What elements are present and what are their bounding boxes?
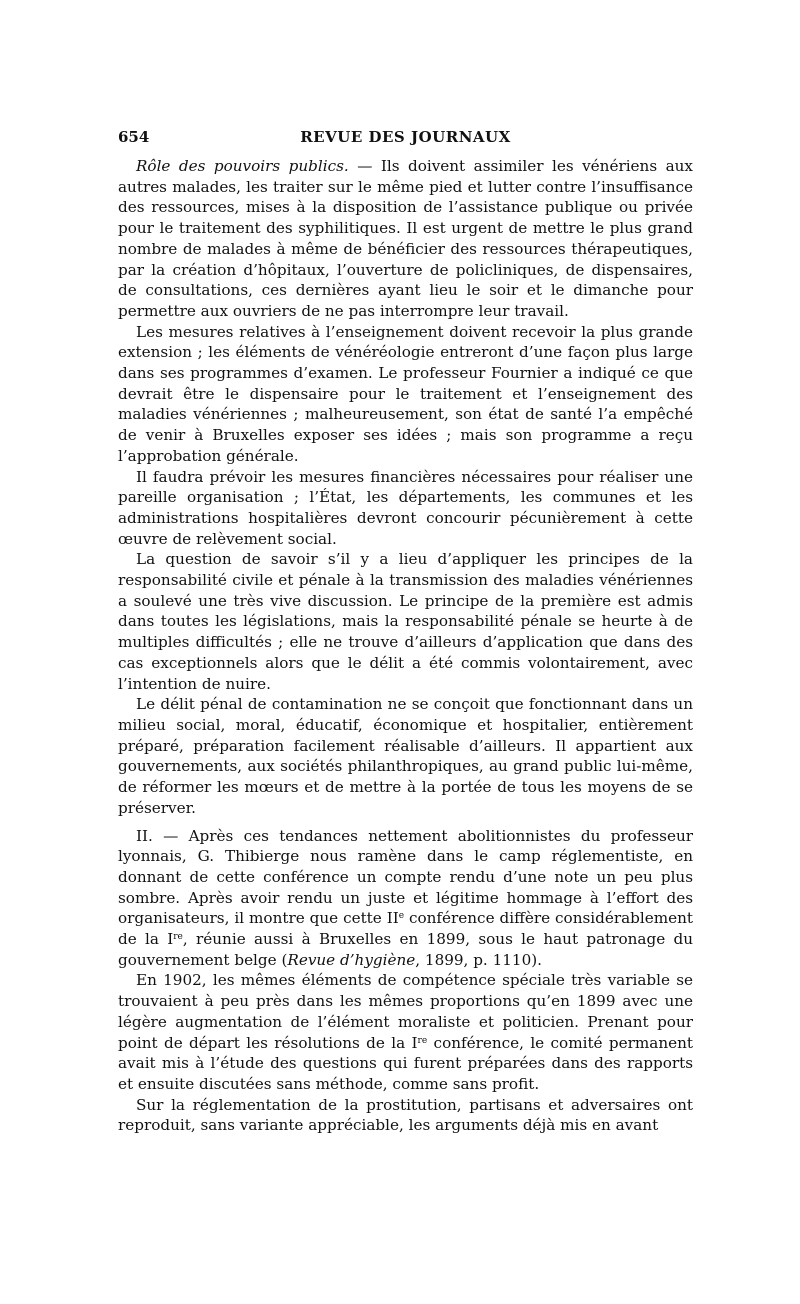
article-body	[118, 156, 693, 1136]
paragraph-text: — Ils doivent assimiler les vénériens aux autres malades, les traiter sur le même pied et lutter contre l’insuffisance des ressources, mises à la disposition de l’assistance publique ou privée pour le traitement des syphilitiques. Il est urgent de mettre le plus grand nombre de malades à même de bénéficier des ressources thérapeutiques, par la création d’hôpitaux, l’ouverture de policliniques, de dispensaires, de consultations, ces dernières ayant lieu le soir et le dimanche pour permettre aux ouvriers de ne pas interrompre leur travail.	[118, 157, 693, 320]
paragraph-1902: En 1902, les mêmes éléments de compétence spéciale très variable se trouvaient à peu près dans les mêmes proportions qu’en 1899 avec une légère augmentation de l’élément moraliste et politicien. Prenant pour point de départ les résolutions de la Ire conférence, le comité permanent avait mis à l’étude des questions qui furent préparées dans des rapports et ensuite discutées sans méthode, comme sans profit.	[118, 971, 693, 1093]
page-header	[118, 128, 693, 152]
paragraph-section-ii: II. — Après ces tendances nettement abolitionnistes du professeur lyonnais, G. Thibierge nous ramène dans le camp réglementiste, en donnant de cette conférence un compte rendu d’une note un peu plus sombre. Après avoir rendu un juste et légitime hommage à l’effort des organisateurs, il montre que cette IIe conférence diffère considérablement de la Ire, réunie aussi à Bruxelles en 1899, sous le haut patronage du gouvernement belge (Revue d’hygiène, 1899, p. 1110).	[118, 826, 694, 969]
paragraph-reglementation: Sur la réglementation de la prostitution, partisans et adversaires ont reproduit, sans variante appréciable, les arguments déjà mis en avant	[118, 1095, 693, 1135]
page-number: 654	[118, 128, 150, 146]
journal-title: Revue d’hygiène	[287, 950, 416, 969]
paragraph-responsabilite: La question de savoir s’il y a lieu d’appliquer les principes de la responsabilité civile et pénale à la transmission des maladies vénériennes a soulevé une très vive discussion. Le principe de la première est admis dans toutes les législations, mais la responsabilité pénale se heurte à de multiples difficultés ; elle ne trouve d’ailleurs d’application que dans des cas exceptionnels alors que le délit a été commis volontairement, avec l’intention de nuire.	[118, 550, 693, 693]
journal-page	[118, 128, 693, 1136]
paragraph-financement: Il faudra prévoir les mesures financières nécessaires pour réaliser une pareille organisation ; l’État, les départements, les communes et les administrations hospitalières devront concourir pécunièrement à cette œuvre de relèvement social.	[118, 467, 693, 548]
paragraph-enseignement: Les mesures relatives à l’enseignement doivent recevoir la plus grande extension ; les éléments de vénéréologie entreront d’une façon plus large dans ses programmes d’examen. Le professeur Fournier a indiqué ce que devrait être le dispensaire pour le traitement et l’enseignement des maladies vénériennes ; malheureusement, son état de santé l’a empêché de venir à Bruxelles exposer ses idées ; mais son programme a reçu l’approbation générale.	[118, 322, 693, 465]
running-title: REVUE DES JOURNAUX	[300, 128, 511, 146]
paragraph-role-pouvoirs-publics	[118, 156, 693, 322]
paragraph-delit-penal: Le délit pénal de contamination ne se conçoit que fonctionnant dans un milieu social, moral, éducatif, économique et hospitalier, entièrement préparé, préparation facilement réalisable d’ailleurs. Il appartient aux gouvernements, aux sociétés philanthropiques, au grand public lui-même, de réformer les mœurs et de mettre à la portée de tous les moyens de se préserver.	[118, 695, 693, 817]
section-heading: Rôle des pouvoirs publics.	[136, 157, 349, 175]
